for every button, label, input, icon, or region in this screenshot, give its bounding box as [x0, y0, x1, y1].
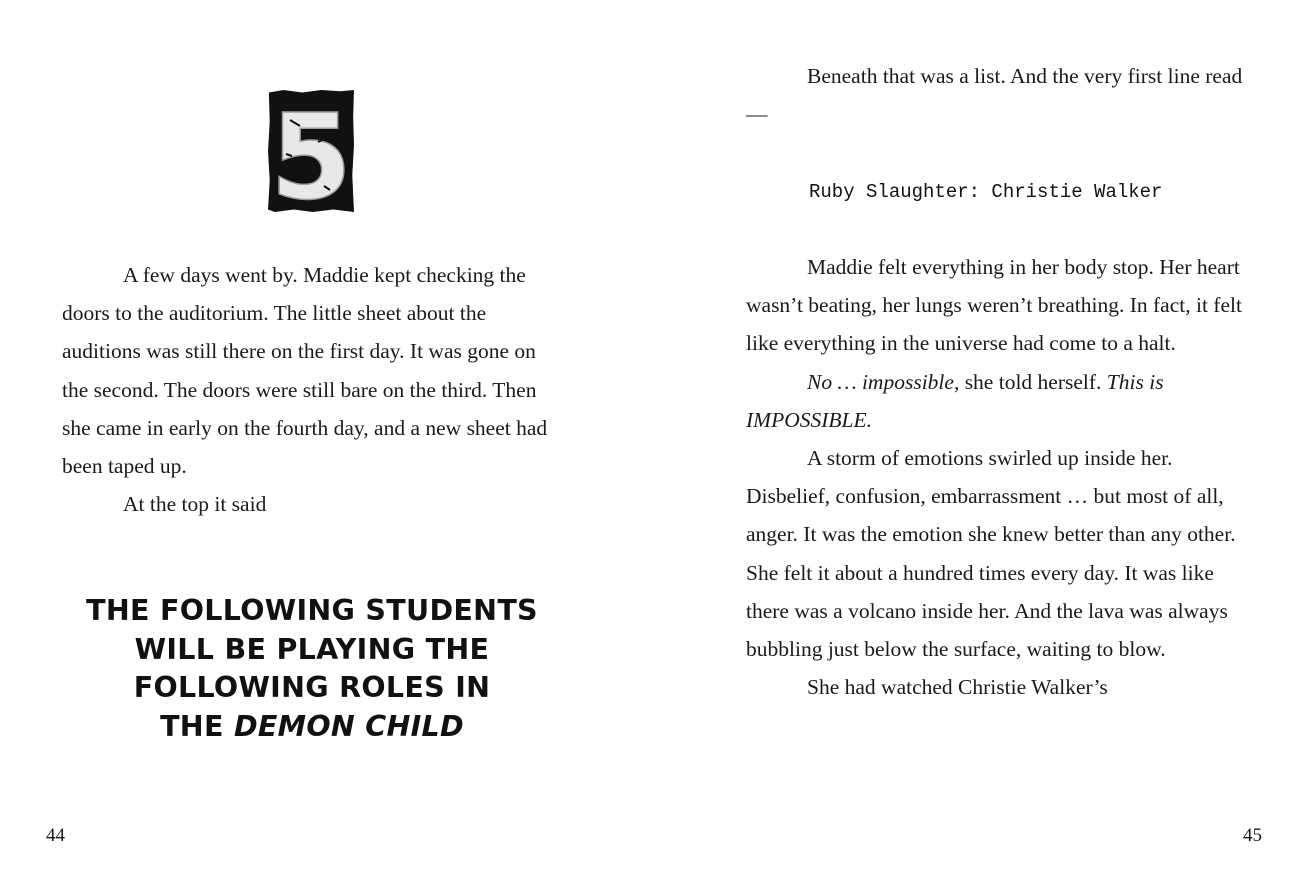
- right-body-text: [746, 248, 1256, 706]
- paragraph: A few days went by. Maddie kept checking the doors to the auditorium. The little sheet about the auditions was still there on the first day. It was gone on the second. The doors were still bare on the third. Then she came in early on the fourth day, and a new sheet had been taped up.: [62, 263, 548, 479]
- cast-list-line: Ruby Slaughter: Christie Walker: [809, 181, 1163, 203]
- paragraph: Beneath that was a list. And the very first line read—: [746, 64, 1243, 127]
- page-number-left: 44: [46, 825, 65, 846]
- heading-line: FOLLOWING ROLES IN: [133, 671, 491, 704]
- paragraph: A storm of emotions swirled up inside her. Disbelief, confusion, embarrassment … but most of all, anger. It was the emotion she knew better than any other. She felt it about a hundred times every day. It was like there was a volcano inside her. And the lava was always bubbling just below the surface, waiting to blow.: [746, 446, 1236, 662]
- heading-text: THE: [160, 709, 234, 743]
- heading-line: WILL BE PLAYING THE: [134, 632, 490, 666]
- paragraph-text: , she told herself.: [953, 369, 1107, 394]
- italic-thought: This is IMPOSSIBLE.: [746, 369, 1164, 432]
- chapter-number-badge: [268, 90, 354, 212]
- left-body-text: [62, 256, 562, 523]
- chapter-number-graphic: [268, 90, 354, 212]
- right-page: [653, 0, 1306, 886]
- paragraph: She had watched Christie Walker’s: [807, 675, 1108, 700]
- heading-line: [62, 708, 562, 747]
- chapter-number: 5: [269, 90, 353, 212]
- audition-sheet-heading: [62, 592, 562, 746]
- paragraph: Maddie felt everything in her body stop. Her heart wasn’t beating, her lungs weren’t breathing. In fact, it felt like everything in the universe had come to a halt.: [746, 255, 1242, 356]
- paragraph: At the top it said: [123, 492, 267, 517]
- heading-line: THE FOLLOWING STUDENTS: [86, 594, 538, 627]
- paragraph: [746, 363, 1256, 439]
- page-number-right: 45: [1243, 825, 1262, 846]
- right-body-text-top: [746, 57, 1256, 133]
- italic-thought: No … impossible: [807, 369, 954, 394]
- play-title: DEMON CHILD: [233, 709, 464, 743]
